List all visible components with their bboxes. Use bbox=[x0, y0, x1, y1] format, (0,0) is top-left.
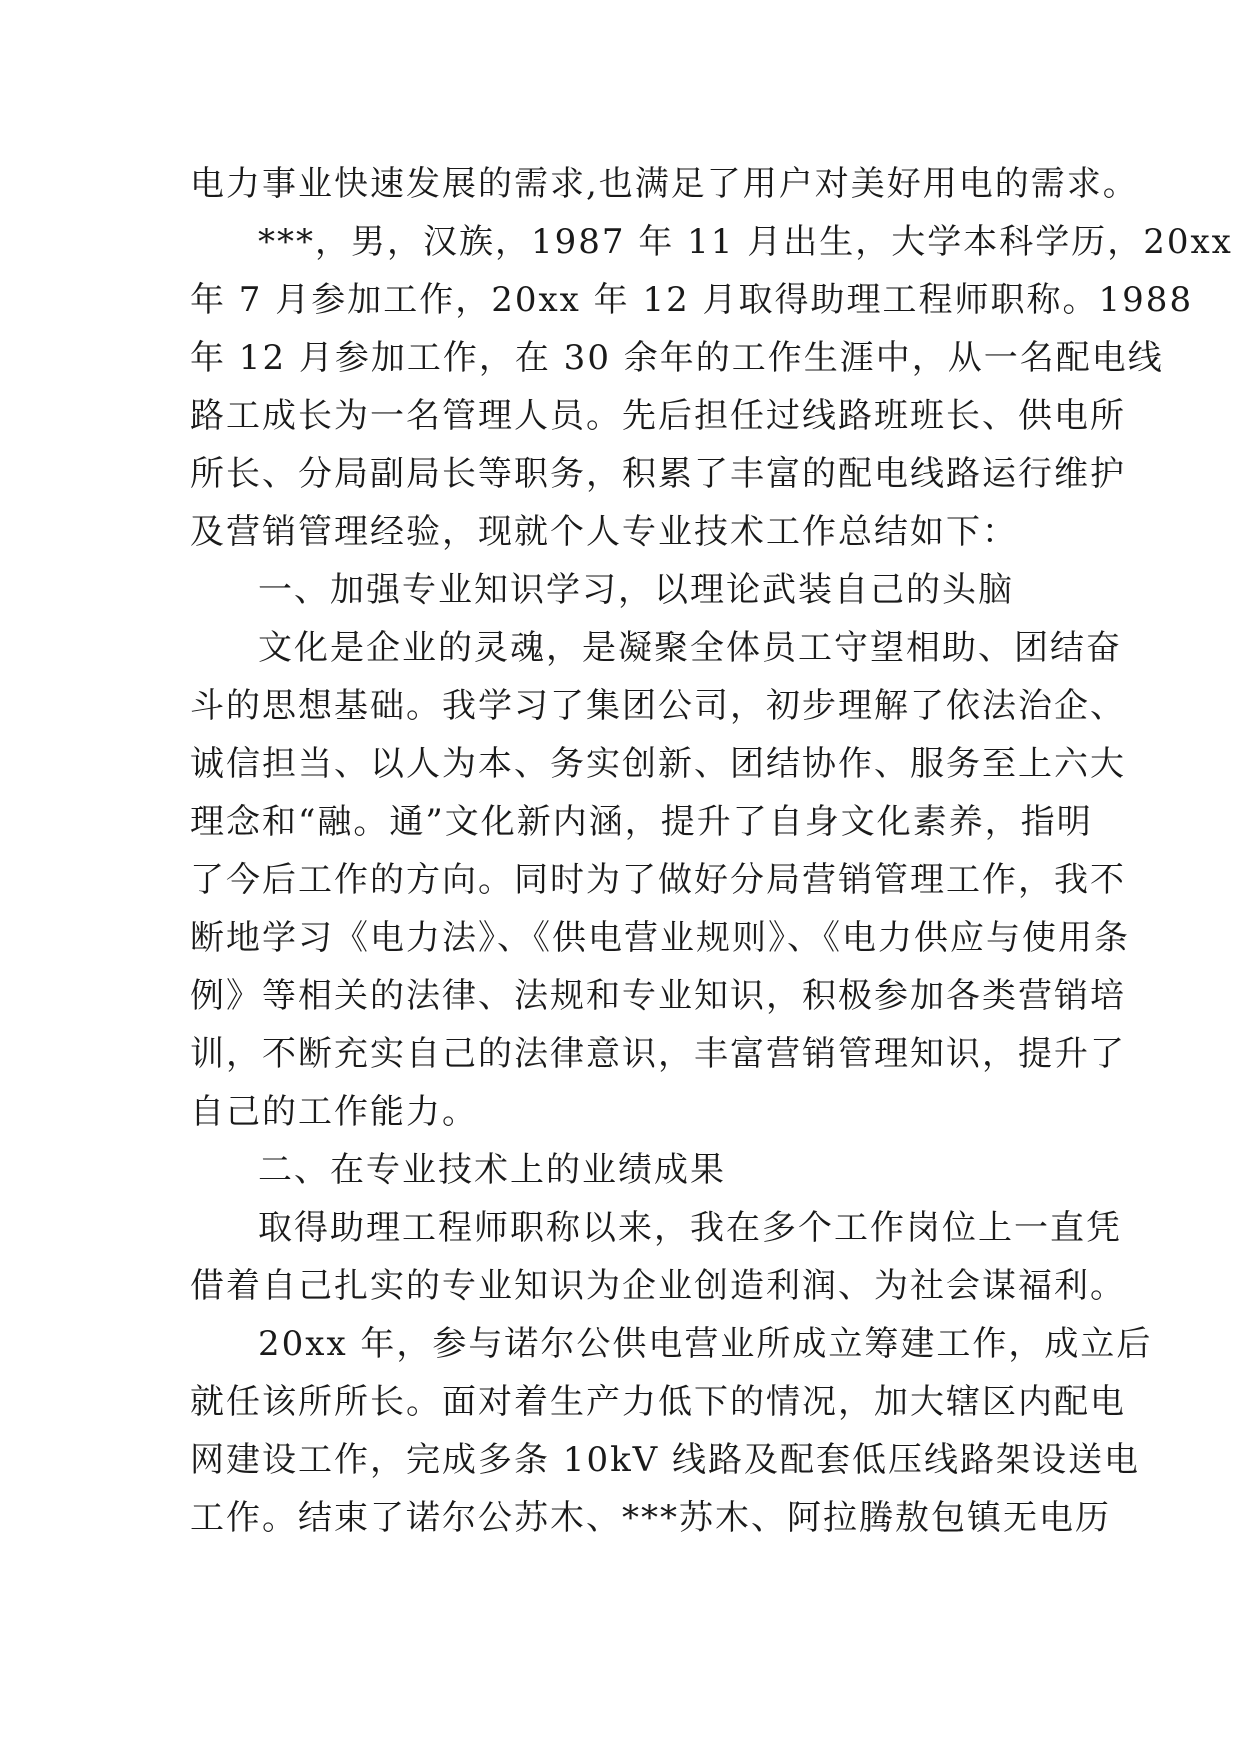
text-line: 路工成长为一名管理人员。先后担任过线路班班长、供电所 bbox=[190, 396, 1126, 436]
text-line: 年 7 月参加工作，20xx 年 12 月取得助理工程师职称。1988 bbox=[190, 280, 1194, 320]
text-line: 工作。结束了诺尔公苏木、***苏木、阿拉腾敖包镇无电历 bbox=[190, 1498, 1111, 1538]
text-line: 及营销管理经验，现就个人专业技术工作总结如下： bbox=[190, 512, 1018, 552]
text-line: 断地学习《电力法》、《供电营业规则》、《电力供应与使用条 bbox=[190, 918, 1130, 958]
document-body bbox=[190, 155, 1233, 1547]
text-line: 斗的思想基础。我学习了集团公司，初步理解了依法治企、 bbox=[190, 686, 1126, 726]
text-line: 所长、分局副局长等职务，积累了丰富的配电线路运行维护 bbox=[190, 454, 1126, 494]
text-line: 训，不断充实自己的法律意识，丰富营销管理知识，提升了 bbox=[190, 1034, 1126, 1074]
section-heading: 一、加强专业知识学习，以理论武装自己的头脑 bbox=[258, 570, 1014, 610]
text-line: 取得助理工程师职称以来，我在多个工作岗位上一直凭 bbox=[258, 1208, 1122, 1248]
text-line: 20xx 年，参与诺尔公供电营业所成立筹建工作，成立后 bbox=[258, 1324, 1153, 1364]
text-line: 电力事业快速发展的需求,也满足了用户对美好用电的需求。 bbox=[190, 164, 1139, 204]
text-line: 例》等相关的法律、法规和专业知识，积极参加各类营销培 bbox=[190, 976, 1126, 1016]
text-line: 年 12 月参加工作，在 30 余年的工作生涯中，从一名配电线 bbox=[190, 338, 1164, 378]
text-line: 借着自己扎实的专业知识为企业创造利润、为社会谋福利。 bbox=[190, 1266, 1126, 1306]
text-line: 了今后工作的方向。同时为了做好分局营销管理工作，我不 bbox=[190, 860, 1126, 900]
section-heading: 二、在专业技术上的业绩成果 bbox=[258, 1150, 726, 1190]
text-line: 就任该所所长。面对着生产力低下的情况，加大辖区内配电 bbox=[190, 1382, 1126, 1422]
text-line: 文化是企业的灵魂，是凝聚全体员工守望相助、团结奋 bbox=[258, 628, 1122, 668]
text-line: 理念和“融。通”文化新内涵，提升了自身文化素养，指明 bbox=[190, 802, 1093, 842]
text-line: 网建设工作，完成多条 10kV 线路及配套低压线路架设送电 bbox=[190, 1440, 1141, 1480]
text-line: 诚信担当、以人为本、务实创新、团结协作、服务至上六大 bbox=[190, 744, 1126, 784]
text-line: ***，男，汉族，1987 年 11 月出生，大学本科学历，20xx bbox=[258, 222, 1233, 262]
text-line: 自己的工作能力。 bbox=[190, 1092, 478, 1132]
